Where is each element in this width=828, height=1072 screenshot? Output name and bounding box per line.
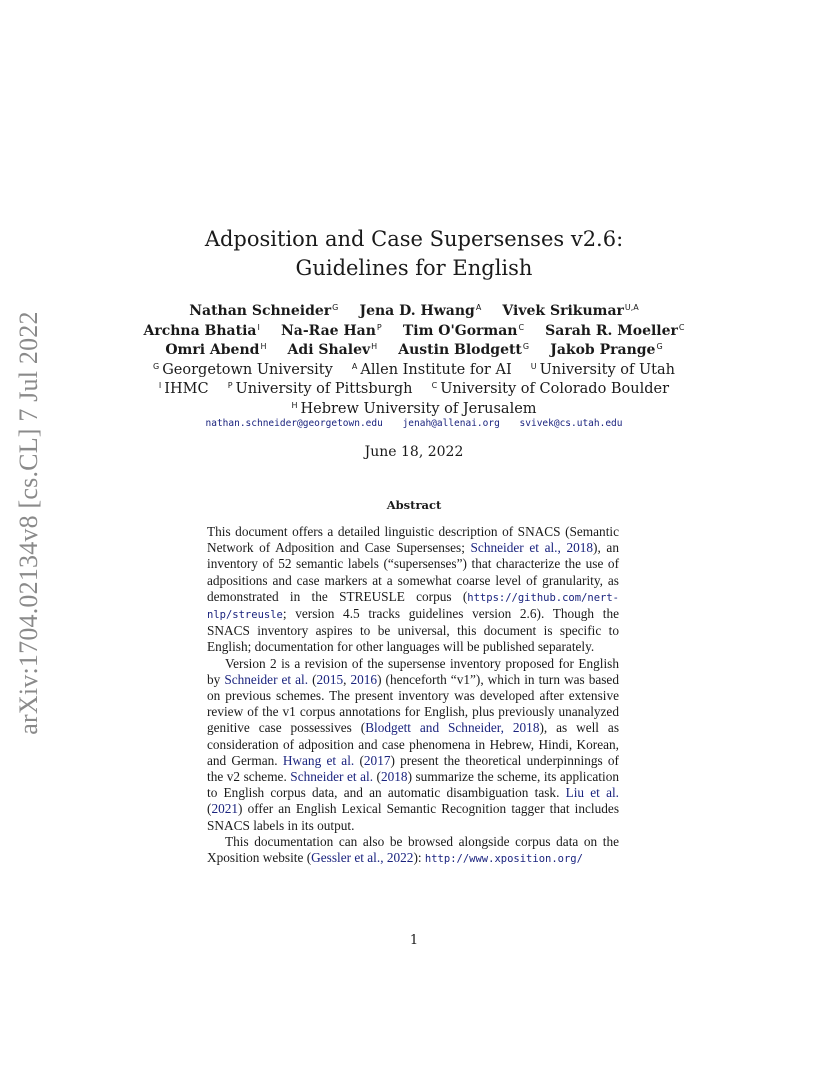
- email-link[interactable]: svivek@cs.utah.edu: [519, 418, 623, 429]
- author-affiliation-mark: A: [475, 303, 482, 312]
- author: [189, 303, 338, 319]
- affiliation-mark: H: [291, 400, 298, 410]
- author-affiliation-mark: C: [518, 322, 525, 332]
- citation-link[interactable]: 2021: [211, 801, 239, 817]
- abstract-text: ) summarize the scheme, its application to English corpus data, and an automatic disambiguation task.: [207, 769, 619, 801]
- author-name: Austin Blodgett: [398, 342, 522, 358]
- author-name: Tim O'Gorman: [402, 322, 518, 339]
- author-row: [0, 318, 828, 338]
- author: [288, 342, 378, 358]
- affiliation-name: IHMC: [164, 381, 209, 397]
- author-name: Nathan Schneider: [189, 303, 332, 319]
- paper-title-line-2: Guidelines for English: [295, 256, 533, 280]
- citation-link[interactable]: Blodgett and Schneider, 2018: [365, 720, 540, 736]
- author: [165, 342, 266, 358]
- author-affiliation-mark: G: [656, 342, 663, 351]
- abstract-text: ; version 4.5 tracks guidelines version 2.6). Though the SNACS inventory aspires to be universal, this document is specific to English; documentation for other languages will be published separately.: [207, 606, 619, 655]
- affiliation-mark: A: [351, 361, 358, 371]
- author-name: Na-Rae Han: [280, 322, 376, 339]
- affiliation-name: Hebrew University of Jerusalem: [300, 400, 537, 417]
- affiliation-row: [0, 357, 828, 377]
- citation-link[interactable]: Liu et al.: [565, 785, 619, 801]
- author-affiliation-mark: H: [260, 342, 267, 351]
- author-affiliation-mark: G: [332, 303, 339, 312]
- affiliation-mark: G: [153, 361, 160, 371]
- abstract-text: This documentation can also be browsed alongside corpus data on the Xposition website (: [207, 833, 619, 866]
- affiliation-name: University of Utah: [539, 361, 675, 378]
- abstract-text: ), an inventory of 52 semantic labels (“supersenses”) that characterize the use of adpositions and case markers at a somewhat coarse level of granularity, as demonstrated in the STREUSLE corpus (: [207, 540, 619, 604]
- abstract-text: (: [354, 752, 364, 768]
- author: [398, 342, 529, 358]
- abstract-text: (: [207, 801, 212, 817]
- author-name: Archna Bhatia: [143, 322, 257, 339]
- author-affiliation-mark: P: [376, 322, 382, 332]
- abstract-text: (: [308, 671, 317, 687]
- affiliation: [432, 381, 669, 397]
- abstract-paragraph-3: [207, 834, 619, 867]
- affiliation-name: Georgetown University: [162, 361, 333, 378]
- author-name: Jena D. Hwang: [359, 303, 475, 319]
- author-name: Omri Abend: [165, 342, 260, 358]
- author: [502, 303, 638, 319]
- arxiv-stamp-text: arXiv:1704.02134v8 [cs.CL] 7 Jul 2022: [14, 310, 43, 735]
- author-row: [0, 298, 828, 318]
- publication-date: June 18, 2022: [364, 444, 464, 460]
- abstract-body: [207, 524, 619, 867]
- abstract-text: ), as well as consideration of adposition and case phenomena in Hebrew, Hindi, Korean, and German.: [207, 720, 619, 768]
- author: [550, 342, 662, 358]
- abstract-paragraph-1: [207, 524, 619, 656]
- author: [359, 303, 481, 319]
- abstract-text: ):: [413, 850, 425, 866]
- citation-link[interactable]: 2018: [380, 769, 408, 785]
- affiliation: [228, 381, 413, 397]
- citation-link[interactable]: 2016: [350, 671, 378, 687]
- author-block: [0, 298, 828, 415]
- author-affiliation-mark: C: [678, 322, 685, 332]
- abstract-text: ,: [343, 671, 351, 687]
- abstract-heading: Abstract: [386, 498, 442, 512]
- citation-link[interactable]: Schneider et al.: [290, 769, 374, 785]
- affiliation: [291, 401, 536, 417]
- affiliation-mark: C: [431, 381, 438, 390]
- author-affiliation-mark: H: [371, 342, 378, 351]
- citation-link[interactable]: Schneider et al.: [224, 671, 309, 687]
- citation-link[interactable]: 2015: [316, 671, 344, 687]
- email-list: [0, 418, 828, 429]
- affiliation-row: [0, 396, 828, 416]
- abstract-text: This document offers a detailed linguistic description of SNACS (Semantic Network of Adposition and Case Supersenses;: [207, 524, 619, 556]
- author-affiliation-mark: U,A: [624, 303, 639, 312]
- abstract-text: ) (henceforth “v1”), which in turn was based on previous schemes. The present inventory was developed after extensive review of the v1 corpus annotations for English, plus previously unanalyzed genitive case possessives (: [207, 671, 619, 736]
- citation-link[interactable]: Hwang et al.: [282, 752, 355, 768]
- affiliation-mark: P: [227, 381, 233, 390]
- affiliation-mark: U: [530, 361, 537, 371]
- author-name: Vivek Srikumar: [502, 303, 624, 319]
- citation-link[interactable]: 2017: [363, 752, 391, 768]
- page-number: 1: [409, 933, 419, 948]
- email-link[interactable]: jenah@allenai.org: [402, 418, 500, 429]
- url-link[interactable]: https://github.com/nert-nlp/streusle: [207, 591, 619, 622]
- author-name: Sarah R. Moeller: [545, 322, 678, 339]
- abstract-text: ) offer an English Lexical Semantic Recognition tagger that includes SNACS labels in its output.: [207, 801, 619, 833]
- url-link[interactable]: http://www.xposition.org/: [424, 853, 583, 866]
- affiliation-mark: I: [158, 381, 162, 390]
- author-name: Adi Shalev: [287, 342, 371, 358]
- author-affiliation-mark: G: [522, 342, 530, 351]
- citation-link[interactable]: Gessler et al., 2022: [311, 850, 414, 866]
- affiliation-name: University of Pittsburgh: [235, 381, 413, 397]
- abstract-text: Version 2 is a revision of the supersense inventory proposed for English by: [207, 655, 619, 687]
- abstract-paragraph-2: [207, 656, 619, 834]
- affiliation-row: [0, 376, 828, 396]
- affiliation-name: University of Colorado Boulder: [440, 381, 670, 397]
- paper-title-line-1: Adposition and Case Supersenses v2.6:: [204, 227, 624, 251]
- abstract-text: ) present the theoretical underpinnings of the v2 scheme.: [207, 752, 619, 785]
- affiliation-name: Allen Institute for AI: [360, 361, 512, 378]
- affiliation: [159, 381, 209, 397]
- citation-link[interactable]: Schneider et al., 2018: [470, 540, 594, 556]
- author-row: [0, 337, 828, 357]
- author-affiliation-mark: I: [257, 322, 260, 332]
- email-link[interactable]: nathan.schneider@georgetown.edu: [205, 418, 383, 429]
- abstract-text: (: [373, 769, 381, 785]
- author-name: Jakob Prange: [550, 342, 656, 358]
